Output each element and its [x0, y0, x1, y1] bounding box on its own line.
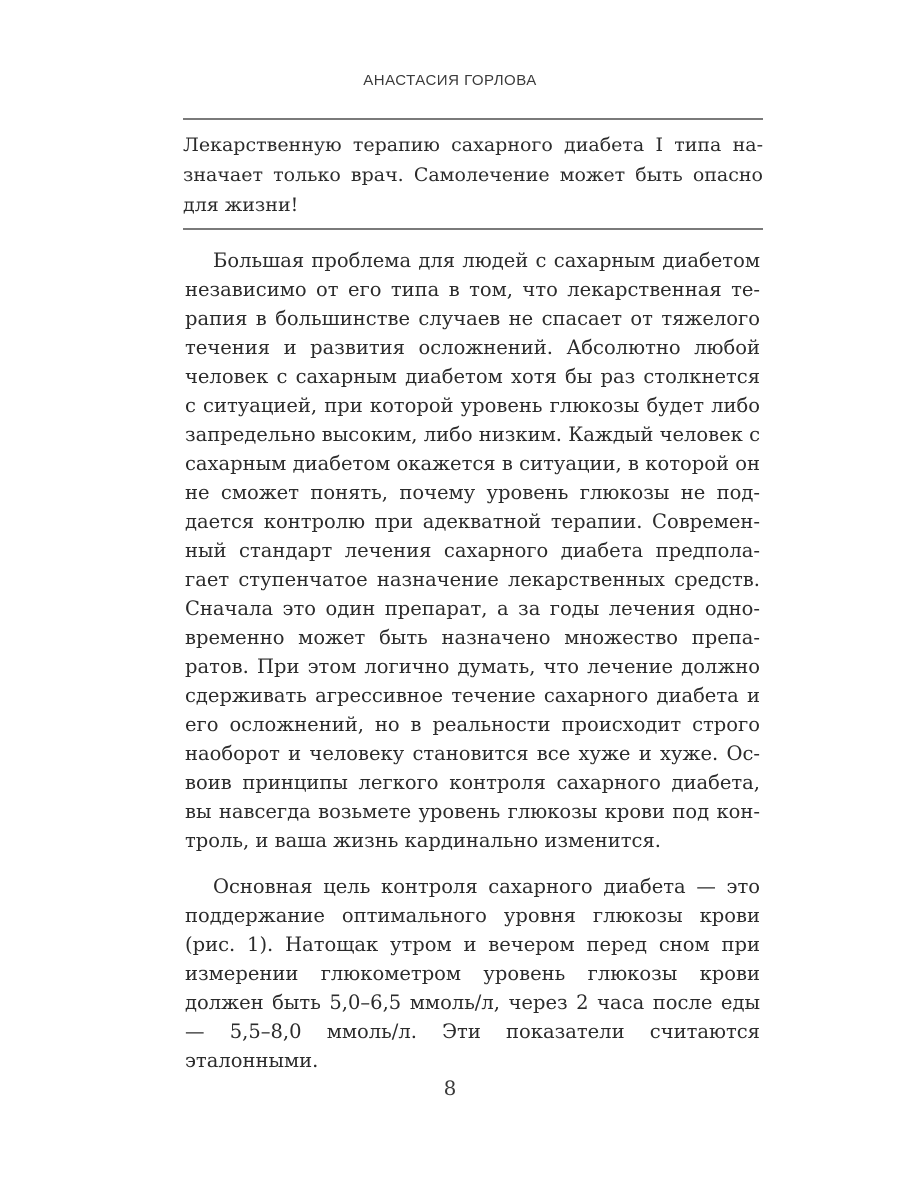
paragraph-2-text: Основная цель контроля сахарного диабета — это поддержание оптимального уровня глюкозы крови (рис. 1). Натощак утром и вечером перед сном при измерении глюкометром уровень глюкозы крови должен быть 5,0–6,5 ммоль/л, через 2 часа после еды — 5,5–8,0 ммоль/л. Эти показатели считаются эталонными. — [185, 875, 760, 1072]
paragraph-2 — [185, 872, 760, 1075]
callout-text: Лекарственную терапию сахарного диабета I типа назначает только врач. Самолечение может быть опасно для жизни! — [183, 134, 763, 216]
paragraph-1 — [185, 246, 760, 855]
page-number: 8 — [443, 1076, 457, 1100]
running-head: АНАСТАСИЯ ГОРЛОВА — [363, 72, 537, 89]
main-text — [185, 246, 760, 1075]
paragraph-1-text: Большая проблема для людей с сахарным диабетом независимо от его типа в том, что лекарственная терапия в большинстве случаев не спасает от тяжелого течения и развития осложнений. Абсолютно любой человек с сахарным диабетом хотя бы раз столкнется с ситуацией, при которой уровень глюкозы будет либо запредельно высоким, либо низким. Каждый человек с сахарным диабетом окажется в ситуации, в которой он не сможет понять, почему уровень глюкозы не поддается контролю при адекватной терапии. Современный стандарт лечения сахарного диабета предполагает ступенчатое назначение лекарственных средств. Сначала это один препарат, а за годы лечения одновременно может быть назначено множество препаратов. При этом логично думать, что лечение должно сдерживать агрессивное течение сахарного диабета и его осложнений, но в реальности происходит строго наоборот и человеку становится все хуже и хуже. Освоив принципы легкого контроля сахарного диабета, вы навсегда возьмете уровень глюкозы крови под контроль, и ваша жизнь кардинально изменится. — [185, 249, 760, 852]
warning-callout — [183, 118, 763, 230]
